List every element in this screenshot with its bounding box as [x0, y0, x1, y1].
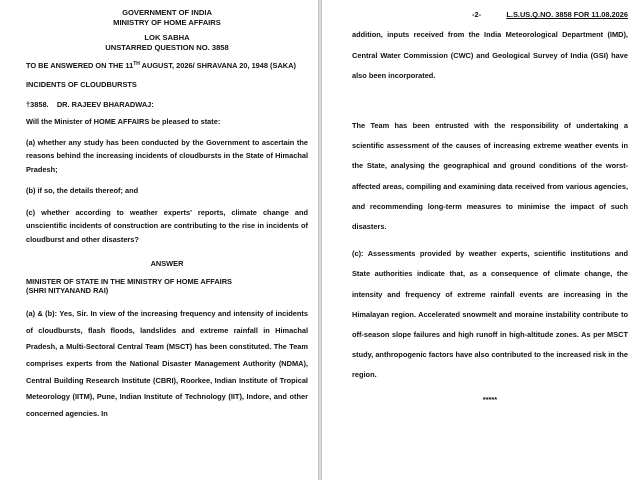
member-name: DR. RAJEEV BHARADWAJ: — [56, 99, 154, 109]
answer-ab: (a) & (b): Yes, Sir. In view of the increasing frequency and intensity of incidents of cloudbursts, flash floods, landslides and extreme rainfall in Himachal Pradesh, a Multi-Sectoral Central Team (MSCT) has been constituted. The Team comprises experts from the National Disaster Management Authority (NDMA), Central Building Research Institute (CBRI), Roorkee, Indian Institute of Tropical Meteorology (IITM), Pune, Indian Institute of Technology (IIT), Indore, and other concerned agencies. In — [26, 308, 308, 419]
question-type: UNSTARRED QUESTION NO. 3858 — [105, 42, 229, 52]
answer-continued: addition, inputs received from the India Meteorological Department (IMD), Central Water Commission (CWC) and Geological Survey of India (GSI) have also been incorporated. — [352, 30, 628, 80]
minister-name: (SHRI NITYANAND RAI) — [26, 286, 109, 296]
end-mark: ***** — [482, 394, 498, 404]
answer-heading: ANSWER — [150, 258, 184, 268]
question-c: (c) whether according to weather experts' reports, climate change and unscientific incidents of construction are contributing to the rise in incidents of cloudburst and other disasters? — [26, 207, 308, 244]
page-left — [0, 0, 318, 480]
subject: INCIDENTS OF CLOUDBURSTS — [26, 80, 137, 90]
question-a: (a) whether any study has been conducted by the Government to ascertain the reasons behind the increasing incidents of cloudbursts in the State of Himachal Pradesh; — [26, 137, 308, 174]
question-member — [26, 100, 308, 109]
question-number: †3858. — [26, 99, 49, 109]
team-responsibility: The Team has been entrusted with the responsibility of undertaking a scientific assessment of the causes of increasing extreme weather events in the State, analysing the geographical and ground conditions of the worst-affected areas, compiling and examining data received from various agencies, and recommending long-term measures to minimise the impact of such disasters. — [352, 121, 628, 232]
page-right — [322, 0, 640, 480]
house-heading: LOK SABHA — [144, 33, 190, 42]
minister-title: MINISTER OF STATE IN THE MINISTRY OF HOME AFFAIRS — [26, 277, 232, 286]
ministry-heading: MINISTRY OF HOME AFFAIRS — [113, 17, 221, 27]
govt-heading: GOVERNMENT OF INDIA — [122, 8, 212, 17]
page-header-right — [352, 10, 628, 19]
question-reference: L.S.US.Q.NO. 3858 FOR 11.08.2026 — [506, 10, 628, 19]
page-number: -2- — [472, 10, 482, 19]
question-b: (b) if so, the details thereof; and — [26, 186, 139, 196]
will-minister: Will the Minister of HOME AFFAIRS be pleased to state: — [26, 117, 221, 127]
answered-on: TO BE ANSWERED ON THE 11TH AUGUST, 2026/ SHRAVANA 20, 1948 (SAKA) — [26, 61, 296, 70]
answer-c: (c): Assessments provided by weather experts, scientific institutions and State authorities indicate that, as a consequence of climate change, the intensity and frequency of extreme rainfall events are increasing in the Himalayan region. Accelerated snowmelt and moraine instability contribute to off-season slope failures and high runoff in high-altitude zones. As per MSCT study, anthropogenic factors have also contributed to the increased risk in the region. — [352, 249, 628, 380]
